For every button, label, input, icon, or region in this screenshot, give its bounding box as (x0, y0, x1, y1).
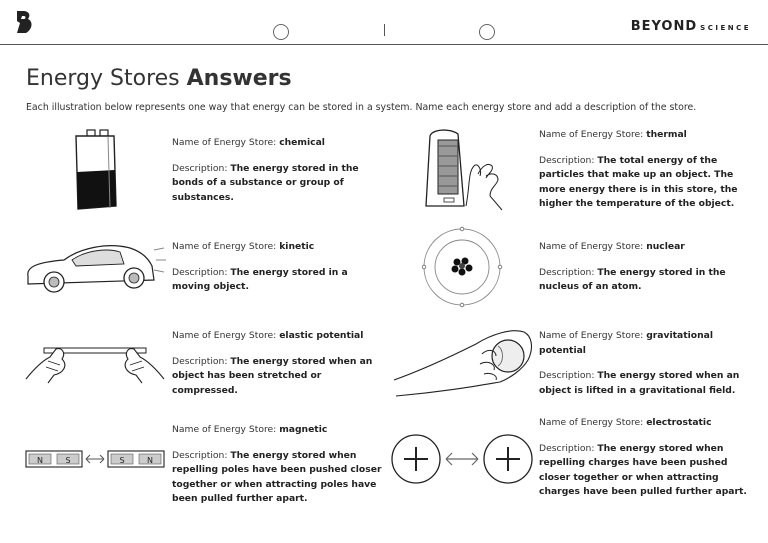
heater-hands-icon (420, 126, 504, 212)
title-answers: Answers (186, 66, 292, 91)
store-name-line: Name of Energy Store: magnetic (172, 424, 328, 435)
store-name: nuclear (646, 241, 685, 252)
store-description: Description: The energy stored when an object is lifted in a gravitational field. (539, 370, 740, 396)
store-name: electrostatic (646, 417, 712, 428)
store-entry-gravitational-potential (539, 329, 753, 398)
nav-divider (384, 24, 385, 36)
store-name-line: Name of Energy Store: chemical (172, 137, 325, 148)
store-name: gravitational potential (539, 330, 713, 356)
stretched-band-icon (24, 335, 166, 385)
store-name: elastic potential (279, 330, 364, 341)
store-name-line: Name of Energy Store: thermal (539, 129, 687, 140)
store-name-line: Name of Energy Store: gravitational potential (539, 330, 713, 356)
brand-main: BEYOND (630, 19, 698, 34)
title-main: Energy Stores (26, 66, 180, 91)
brand-logo-icon[interactable] (14, 9, 36, 35)
magnet-2-left-pole: S (119, 456, 125, 465)
store-description: Description: The energy stored in the nucleus of an atom. (539, 266, 726, 292)
store-description: Description: The energy stored in a moving object. (172, 266, 348, 292)
store-name: magnetic (279, 424, 328, 435)
store-name-line: Name of Energy Store: elastic potential (172, 330, 364, 341)
brand-sub: SCIENCE (700, 24, 751, 32)
store-name-line: Name of Energy Store: electrostatic (539, 417, 712, 428)
magnet-1-left-pole: N (37, 456, 43, 465)
nav-dot-right[interactable] (479, 24, 495, 40)
magnet-2-right-pole: N (147, 456, 153, 465)
atom-icon (420, 226, 504, 308)
store-description: Description: The energy stored when an object has been stretched or compressed. (172, 355, 373, 396)
store-entry-nuclear (539, 240, 753, 295)
moving-car-icon (24, 236, 166, 296)
store-description: Description: The energy stored in the bonds of a substance or group of substances. (172, 162, 359, 203)
store-entry-magnetic (172, 423, 384, 507)
intro-text: Each illustration below represents one way that energy can be stored in a system. Name each energy store and add a description of the store. (26, 102, 697, 113)
store-name-line: Name of Energy Store: nuclear (539, 241, 685, 252)
repelling-magnets-icon (24, 446, 166, 472)
store-description: Description: The total energy of the particles that make up an object. The more energy there is in this store, the higher the temperature of the object. (539, 154, 738, 209)
store-entry-chemical (172, 136, 384, 205)
nav-dot-left[interactable] (273, 24, 289, 40)
store-name-line: Name of Energy Store: kinetic (172, 241, 315, 252)
repelling-charges-icon (390, 432, 534, 486)
store-description: Description: The energy stored when repelling charges have been pushed closer together or when attracting charges have been pulled further apart. (539, 442, 747, 497)
store-description: Description: The energy stored when repelling poles have been pushed closer together or when attracting poles have been pulled further apart. (172, 449, 382, 504)
hand-holding-ball-icon (392, 326, 536, 398)
store-entry-elastic-potential (172, 329, 384, 398)
store-entry-thermal (539, 128, 753, 212)
page-title (26, 66, 292, 91)
store-name: thermal (646, 129, 687, 140)
store-entry-electrostatic (539, 416, 753, 500)
battery-icon (70, 128, 122, 212)
store-entry-kinetic (172, 240, 384, 295)
brand-wordmark[interactable] (631, 15, 751, 34)
store-name: chemical (279, 137, 325, 148)
page-header (0, 0, 768, 45)
store-name: kinetic (279, 241, 315, 252)
magnet-1-right-pole: S (65, 456, 71, 465)
